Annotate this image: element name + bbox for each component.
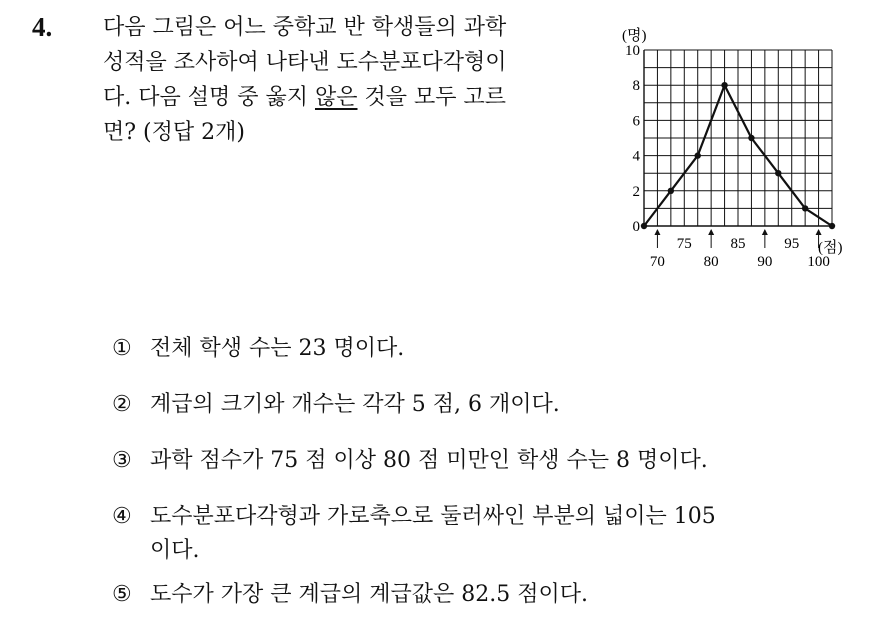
choice-3-mark: ③ (112, 448, 132, 473)
question-line-4: 면? (정답 2개) (103, 120, 245, 145)
choice-3-text: 과학 점수가 75 점 이상 80 점 미만인 학생 수는 8 명이다. (150, 448, 708, 473)
x-tick-arrowhead (654, 229, 660, 235)
choice-2-text: 계급의 크기와 개수는 각각 5 점, 6 개이다. (150, 392, 560, 417)
question-line-3 (103, 80, 593, 115)
x-tick-label-upper: 75 (676, 236, 692, 252)
data-point (721, 82, 727, 88)
x-tick-label-lower: 80 (703, 254, 719, 270)
choice-1-mark: ① (112, 336, 132, 361)
y-tick-label: 10 (625, 43, 640, 59)
x-tick-arrowhead (762, 229, 768, 235)
choice-5-mark: ⑤ (112, 582, 132, 607)
choice-2[interactable] (112, 388, 832, 422)
choice-4-text-continued: 이다. (150, 538, 200, 563)
choice-3[interactable] (112, 444, 832, 478)
question-line-2: 성적을 조사하여 나타낸 도수분포다각형이 (103, 50, 507, 75)
data-point (775, 170, 781, 176)
choice-4-mark: ④ (112, 504, 132, 529)
x-tick-label-lower: 70 (649, 254, 665, 270)
choice-4[interactable] (112, 500, 832, 568)
y-tick-label: 0 (632, 219, 640, 235)
question-line-3-b: 것을 모두 고르 (357, 85, 506, 110)
data-point (802, 205, 808, 211)
x-axis-unit: (점) (818, 240, 843, 256)
choice-2-mark: ② (112, 392, 132, 417)
choice-4-text: 도수분포다각형과 가로축으로 둘러싸인 부분의 넓이는 105 (150, 504, 716, 529)
y-tick-label: 2 (632, 183, 640, 200)
data-point (695, 152, 701, 158)
x-tick-label-lower: 100 (807, 254, 830, 270)
data-point (748, 135, 754, 141)
frequency-polygon-chart (606, 12, 846, 272)
question-line-3-a: 다. 다음 설명 중 옳지 (103, 85, 315, 110)
choice-1[interactable] (112, 332, 832, 366)
x-tick-arrowhead (708, 229, 714, 235)
data-point (641, 223, 647, 229)
x-tick-label-upper: 85 (730, 236, 746, 252)
y-tick-label: 4 (632, 148, 640, 165)
x-tick-label-lower: 90 (757, 254, 773, 270)
question-line-1: 다음 그림은 어느 중학교 반 학생들의 과학 (103, 15, 507, 40)
choice-5[interactable] (112, 578, 832, 612)
choice-5-text: 도수가 가장 큰 계급의 계급값은 82.5 점이다. (150, 582, 588, 607)
y-tick-label: 8 (632, 78, 640, 95)
y-tick-label: 6 (632, 113, 640, 130)
data-point (829, 223, 835, 229)
x-tick-label-upper: 95 (784, 236, 800, 252)
answer-choices (112, 332, 832, 634)
question-number: 4. (32, 12, 53, 42)
underlined-keyword: 않은 (314, 85, 358, 110)
choice-1-text: 전체 학생 수는 23 명이다. (150, 336, 405, 361)
data-point (668, 188, 674, 194)
question-text (103, 10, 593, 150)
y-axis-unit: (명) (622, 28, 647, 44)
x-tick-arrowhead (816, 229, 822, 235)
